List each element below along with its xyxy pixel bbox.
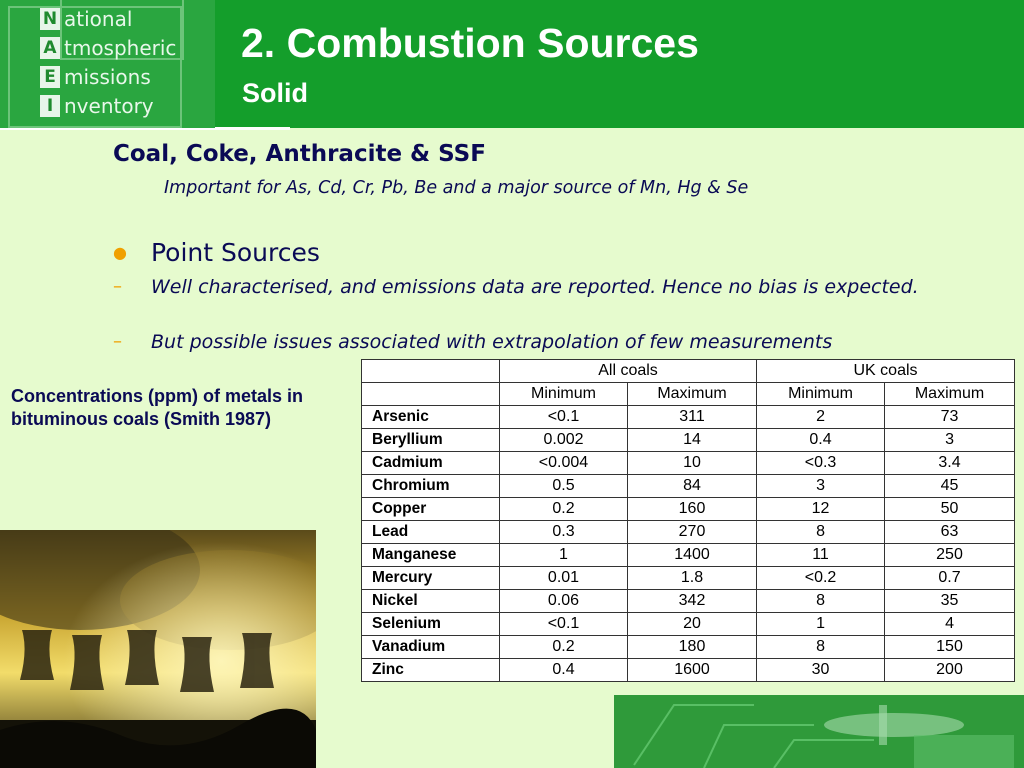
value-cell: 342 [628, 590, 757, 613]
table-header-row [362, 360, 1015, 383]
value-cell: 0.4 [757, 429, 885, 452]
bullet-point-sources: Point Sources [151, 238, 320, 267]
table-body [362, 406, 1015, 682]
logo-row [40, 63, 151, 91]
value-cell: 1600 [628, 659, 757, 682]
value-cell: 250 [885, 544, 1015, 567]
sub-item: But possible issues associated with extrapolation of few measurements [151, 331, 833, 353]
value-cell: 45 [885, 475, 1015, 498]
value-cell: 0.01 [500, 567, 628, 590]
table-row [362, 636, 1015, 659]
table-row [362, 613, 1015, 636]
value-cell: 270 [628, 521, 757, 544]
value-cell: 200 [885, 659, 1015, 682]
logo-row [40, 5, 132, 33]
value-cell: 73 [885, 406, 1015, 429]
metal-name-cell: Chromium [362, 475, 500, 498]
value-cell: 20 [628, 613, 757, 636]
table-row [362, 521, 1015, 544]
value-cell: 311 [628, 406, 757, 429]
important-note: Important for As, Cd, Cr, Pb, Be and a major source of Mn, Hg & Se [164, 178, 749, 198]
logo-letter: A [40, 37, 60, 59]
cooling-towers-photo [0, 530, 316, 768]
value-cell: 0.2 [500, 498, 628, 521]
value-cell: 11 [757, 544, 885, 567]
logo-word: tmospheric [64, 36, 177, 60]
value-cell: 63 [885, 521, 1015, 544]
value-cell: 2 [757, 406, 885, 429]
value-cell: 12 [757, 498, 885, 521]
table-row [362, 544, 1015, 567]
value-cell: 35 [885, 590, 1015, 613]
metal-name-cell: Lead [362, 521, 500, 544]
sub-item: Well characterised, and emissions data are reported. Hence no bias is expected. [151, 276, 919, 298]
table-caption: Concentrations (ppm) of metals in bituminous coals (Smith 1987) [11, 386, 304, 429]
value-cell: 30 [757, 659, 885, 682]
value-cell: <0.004 [500, 452, 628, 475]
bullet-dot-icon: ● [113, 243, 127, 262]
value-cell: 0.3 [500, 521, 628, 544]
value-cell: 3 [885, 429, 1015, 452]
metal-name-cell: Arsenic [362, 406, 500, 429]
metal-name-cell: Nickel [362, 590, 500, 613]
table-subheader-row [362, 383, 1015, 406]
value-cell: 1.8 [628, 567, 757, 590]
logo-letter: I [40, 95, 60, 117]
table-row [362, 659, 1015, 682]
value-cell: 10 [628, 452, 757, 475]
logo-letter: N [40, 8, 60, 30]
metal-name-cell: Beryllium [362, 429, 500, 452]
logo-word: nventory [64, 94, 154, 118]
value-cell: 0.2 [500, 636, 628, 659]
section-heading: Coal, Coke, Anthracite & SSF [113, 141, 486, 167]
value-cell: 84 [628, 475, 757, 498]
metal-name-cell: Cadmium [362, 452, 500, 475]
table-row [362, 429, 1015, 452]
value-cell: <0.2 [757, 567, 885, 590]
column-header: Minimum [757, 383, 885, 406]
logo-letter: E [40, 66, 60, 88]
metal-name-cell: Copper [362, 498, 500, 521]
dash-icon: – [113, 276, 122, 297]
value-cell: 0.5 [500, 475, 628, 498]
value-cell: 0.002 [500, 429, 628, 452]
value-cell: 160 [628, 498, 757, 521]
value-cell: 50 [885, 498, 1015, 521]
logo-row [40, 92, 154, 120]
table-row [362, 498, 1015, 521]
table-row [362, 567, 1015, 590]
slide-title: 2. Combustion Sources [241, 20, 699, 66]
column-header: Maximum [628, 383, 757, 406]
table-row [362, 475, 1015, 498]
logo-word: missions [64, 65, 151, 89]
value-cell: 180 [628, 636, 757, 659]
table-corner-cell [362, 383, 500, 406]
value-cell: 1 [757, 613, 885, 636]
group-header: UK coals [757, 360, 1015, 383]
table-row [362, 406, 1015, 429]
value-cell: 150 [885, 636, 1015, 659]
value-cell: 0.7 [885, 567, 1015, 590]
metal-name-cell: Vanadium [362, 636, 500, 659]
metal-name-cell: Mercury [362, 567, 500, 590]
table-corner-cell [362, 360, 500, 383]
metal-name-cell: Zinc [362, 659, 500, 682]
dash-icon: – [113, 331, 122, 352]
table-row [362, 590, 1015, 613]
value-cell: <0.1 [500, 613, 628, 636]
transport-photo [614, 695, 1024, 768]
group-header: All coals [500, 360, 757, 383]
naei-logo [0, 0, 215, 128]
value-cell: 1400 [628, 544, 757, 567]
value-cell: 8 [757, 521, 885, 544]
value-cell: 14 [628, 429, 757, 452]
slide-subtitle: Solid [242, 78, 308, 108]
column-header: Maximum [885, 383, 1015, 406]
value-cell: 3.4 [885, 452, 1015, 475]
metal-name-cell: Selenium [362, 613, 500, 636]
value-cell: <0.3 [757, 452, 885, 475]
logo-row [40, 34, 176, 62]
column-header: Minimum [500, 383, 628, 406]
metals-table [361, 359, 1015, 682]
value-cell: 8 [757, 590, 885, 613]
value-cell: 0.4 [500, 659, 628, 682]
metal-name-cell: Manganese [362, 544, 500, 567]
value-cell: 0.06 [500, 590, 628, 613]
logo-word: ational [64, 7, 133, 31]
value-cell: 8 [757, 636, 885, 659]
value-cell: 3 [757, 475, 885, 498]
value-cell: 1 [500, 544, 628, 567]
value-cell: 4 [885, 613, 1015, 636]
value-cell: <0.1 [500, 406, 628, 429]
table-row [362, 452, 1015, 475]
